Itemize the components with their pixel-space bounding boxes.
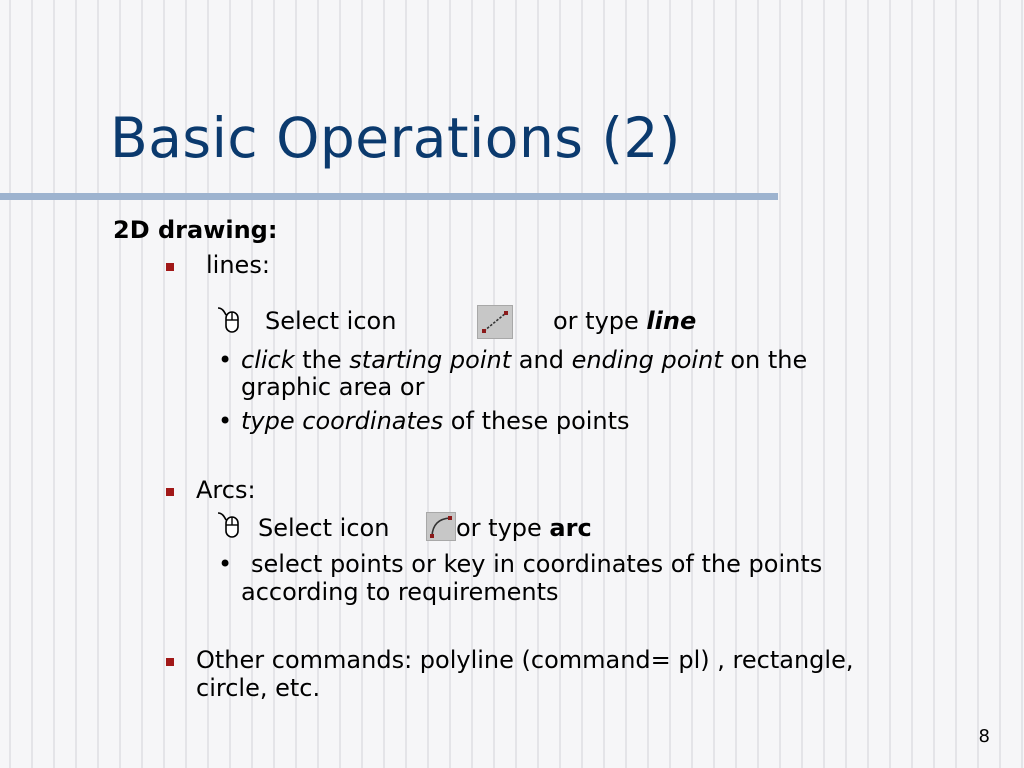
lines-command: line (646, 307, 697, 335)
lines-or-type: or type (553, 307, 647, 335)
arcs-bullet1-line2: according to requirements (241, 578, 559, 606)
bullet-dot: • (218, 346, 233, 374)
bullet-square-icon (166, 488, 174, 496)
other-commands-line1: Other commands: polyline (command= pl) , rectangle, (196, 646, 854, 674)
mouse-icon (214, 511, 244, 541)
bullet-dot: • (218, 407, 233, 435)
arcs-command-text (456, 514, 592, 542)
section-heading: 2D drawing: (113, 216, 278, 244)
page-number: 8 (978, 726, 990, 747)
arc-tool-icon[interactable] (426, 512, 456, 541)
bullet-dot: • (218, 550, 233, 578)
arcs-label: Arcs: (196, 476, 256, 504)
other-commands-line2: circle, etc. (196, 674, 321, 702)
lines-select-text: Select icon (265, 307, 397, 335)
lines-on-the: on the (722, 346, 808, 374)
lines-bullet1-line2: graphic area or (241, 373, 425, 401)
line-tool-icon[interactable] (477, 305, 513, 339)
lines-click: click (241, 346, 295, 374)
mouse-icon (214, 306, 244, 336)
lines-type-coordinates: type coordinates (241, 407, 444, 435)
lines-ending-point: ending point (571, 346, 723, 374)
arcs-or-type: or type (456, 514, 550, 542)
lines-and: and (511, 346, 572, 374)
lines-of-these-points: of these points (443, 407, 630, 435)
bullet-square-icon (166, 263, 174, 271)
lines-bullet1-line1 (241, 346, 807, 374)
slide-title: Basic Operations (2) (110, 106, 681, 170)
lines-bullet2 (241, 407, 630, 435)
lines-command-text (553, 307, 696, 335)
arcs-command: arc (549, 514, 592, 542)
lines-the: the (294, 346, 350, 374)
bullet-square-icon (166, 658, 174, 666)
arcs-select-text: Select icon (258, 514, 390, 542)
arcs-bullet1-line1: select points or key in coordinates of the points (251, 550, 823, 578)
title-divider (0, 193, 778, 200)
lines-label: lines: (206, 251, 270, 279)
lines-starting-point: starting point (349, 346, 512, 374)
